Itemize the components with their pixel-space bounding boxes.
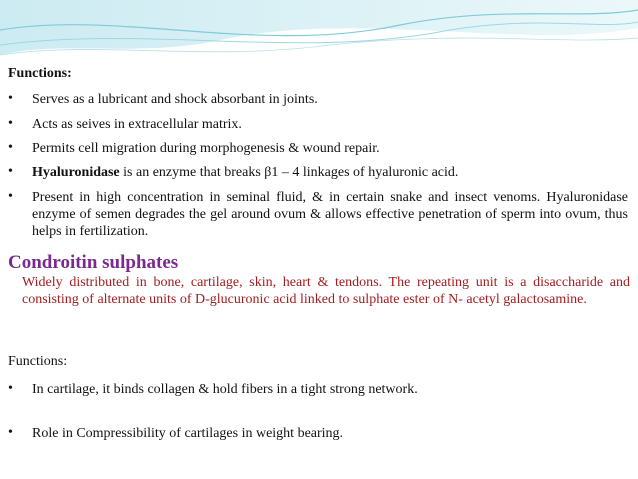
functions-title-2: Functions: bbox=[8, 354, 68, 369]
bullet-item bbox=[32, 164, 628, 181]
bold-term: Hyaluronidase bbox=[32, 165, 120, 180]
bullet-glyph: • bbox=[8, 425, 13, 440]
bullet-item-text: is an enzyme that breaks β1 – 4 linkages of hyaluronic acid. bbox=[119, 165, 459, 180]
bullet-glyph: • bbox=[8, 140, 13, 155]
section-description: Widely distributed in bone, cartilage, skin, heart & tendons. The repeating unit is a disaccharide and consisting of alternate units of D-glucuronic acid linked to sulphate ester of N- acetyl galactosamine. bbox=[22, 275, 630, 307]
bullet-glyph: • bbox=[8, 91, 13, 106]
bullet-item: Permits cell migration during morphogenesis & wound repair. bbox=[32, 141, 380, 156]
bullet-item: Acts as seives in extracellular matrix. bbox=[32, 117, 242, 132]
bullet-glyph: • bbox=[8, 116, 13, 131]
bullet-glyph: • bbox=[8, 189, 13, 204]
bullet-item: Serves as a lubricant and shock absorbant in joints. bbox=[32, 92, 318, 107]
bullet-glyph: • bbox=[8, 164, 13, 179]
functions-title: Functions: bbox=[8, 66, 72, 81]
bullet-item: Role in Compressibility of cartilages in weight bearing. bbox=[32, 426, 344, 441]
bullet-item: Present in high concentration in seminal fluid, & in certain snake and insect venoms. Hyaluronidase enzyme of semen degrades the gel around ovum & allows effective penetration of sperm into ovum, thus helps in fertilization. bbox=[32, 190, 628, 239]
section-heading: Condroitin sulphates bbox=[8, 252, 179, 273]
bullet-item: In cartilage, it binds collagen & hold fibers in a tight strong network. bbox=[32, 382, 418, 397]
bullet-glyph: • bbox=[8, 381, 13, 396]
header-decoration bbox=[0, 0, 638, 70]
